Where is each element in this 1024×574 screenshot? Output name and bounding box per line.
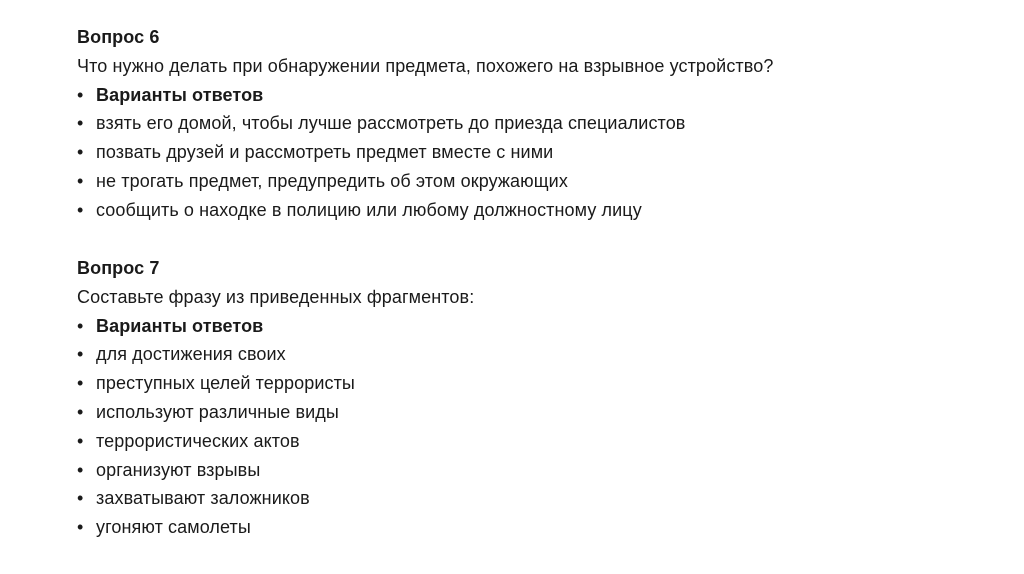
option-text: позвать друзей и рассмотреть предмет вместе с ними bbox=[96, 142, 554, 163]
question-6-title: Вопрос 6 bbox=[77, 27, 160, 47]
question-7-option bbox=[77, 340, 977, 369]
answers-header-label: Варианты ответов bbox=[96, 84, 264, 105]
bullet-icon: • bbox=[77, 459, 84, 480]
option-text: организуют взрывы bbox=[96, 459, 261, 480]
question-7-text: Составьте фразу из приведенных фрагментов: bbox=[77, 286, 475, 307]
bullet-icon: • bbox=[77, 488, 84, 509]
question-7-option bbox=[77, 456, 977, 485]
bullet-icon: • bbox=[77, 401, 84, 422]
question-7-option bbox=[77, 484, 977, 513]
bullet-icon: • bbox=[77, 344, 84, 365]
option-text: не трогать предмет, предупредить об этом окружающих bbox=[96, 170, 568, 191]
question-6-option bbox=[77, 196, 977, 225]
question-7-block bbox=[77, 254, 977, 542]
question-6-option bbox=[77, 109, 977, 138]
option-text: сообщить о находке в полицию или любому должностному лицу bbox=[96, 199, 642, 220]
bullet-icon: • bbox=[77, 517, 84, 538]
bullet-icon: • bbox=[77, 142, 84, 163]
question-6-block bbox=[77, 23, 977, 225]
question-7-option bbox=[77, 427, 977, 456]
option-text: террористических актов bbox=[96, 430, 300, 451]
question-6-answers-header bbox=[77, 81, 977, 110]
option-text: используют различные виды bbox=[96, 401, 339, 422]
question-7-title: Вопрос 7 bbox=[77, 258, 160, 278]
bullet-icon: • bbox=[77, 199, 84, 220]
option-text: угоняют самолеты bbox=[96, 517, 251, 538]
question-7-option bbox=[77, 513, 977, 542]
option-text: захватывают заложников bbox=[96, 488, 310, 509]
bullet-icon: • bbox=[77, 430, 84, 451]
question-6-option bbox=[77, 138, 977, 167]
option-text: преступных целей террористы bbox=[96, 373, 355, 394]
question-6-option bbox=[77, 167, 977, 196]
bullet-icon: • bbox=[77, 84, 84, 105]
question-7-option bbox=[77, 398, 977, 427]
question-7-answers-header bbox=[77, 312, 977, 341]
bullet-icon: • bbox=[77, 170, 84, 191]
bullet-icon: • bbox=[77, 315, 84, 336]
question-6-text: Что нужно делать при обнаружении предмета, похожего на взрывное устройство? bbox=[77, 55, 774, 76]
question-7-option bbox=[77, 369, 977, 398]
answers-header-label: Варианты ответов bbox=[96, 315, 264, 336]
bullet-icon: • bbox=[77, 373, 84, 394]
option-text: для достижения своих bbox=[96, 344, 286, 365]
option-text: взять его домой, чтобы лучше рассмотреть до приезда специалистов bbox=[96, 113, 686, 134]
bullet-icon: • bbox=[77, 113, 84, 134]
